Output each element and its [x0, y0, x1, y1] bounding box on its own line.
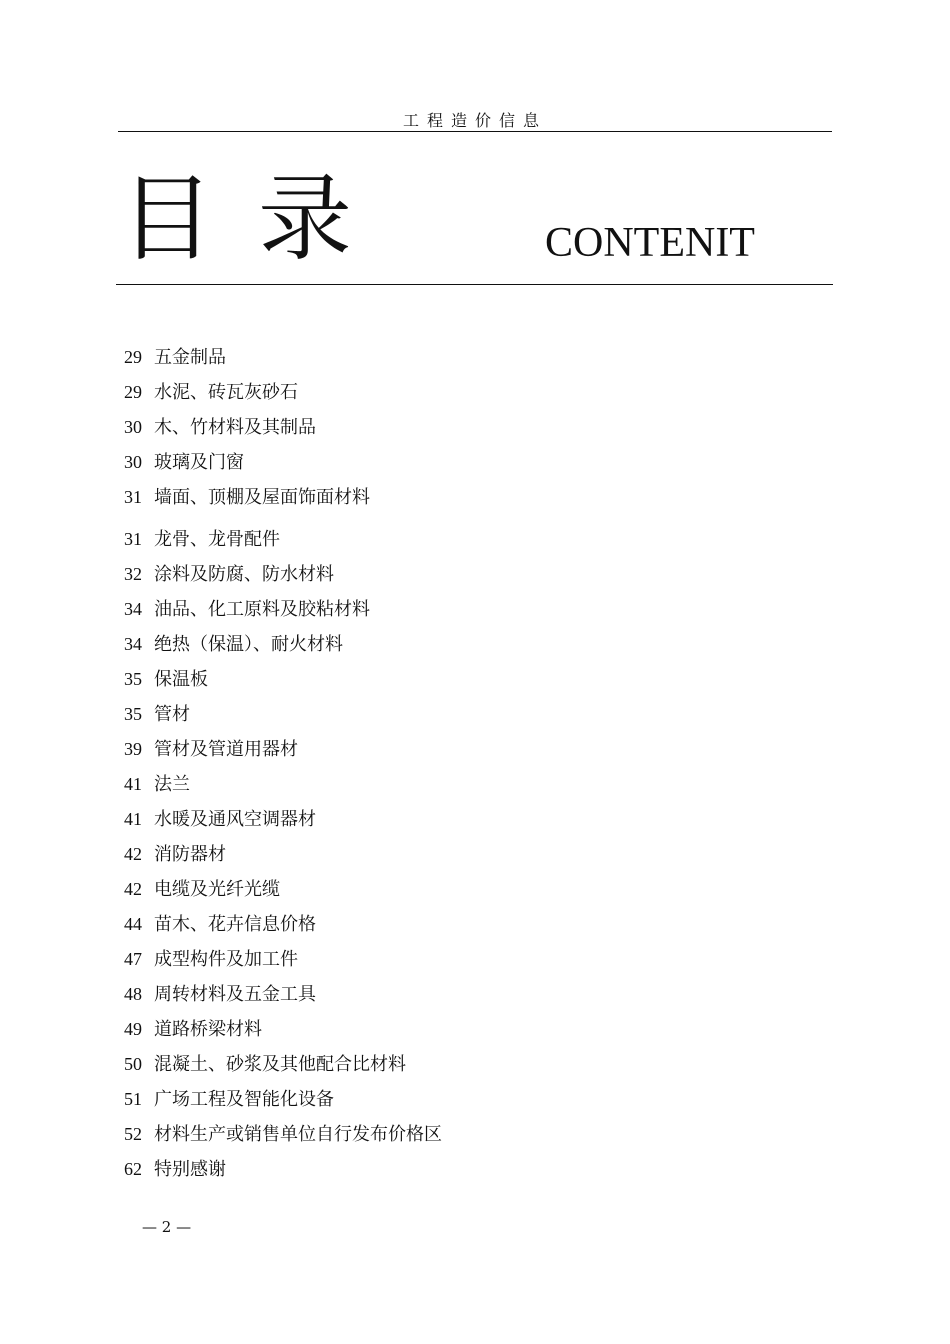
toc-entry[interactable]	[124, 375, 442, 410]
toc-entry[interactable]	[124, 732, 442, 767]
page-number: — 2 —	[142, 1218, 192, 1236]
toc-entry[interactable]	[124, 1082, 442, 1117]
toc-entry[interactable]	[124, 1152, 442, 1187]
toc-entry-title: 五金制品	[154, 347, 226, 368]
toc-page-number: 42	[124, 879, 142, 899]
toc-page-number: 32	[124, 564, 142, 584]
toc-page-number: 44	[124, 914, 142, 934]
running-header: 工程造价信息	[402, 111, 547, 130]
toc-page-number: 30	[124, 452, 142, 472]
toc-page-number: 50	[124, 1054, 142, 1074]
toc-entry[interactable]	[124, 340, 442, 375]
toc-entry-title: 材料生产或销售单位自行发布价格区	[154, 1124, 442, 1145]
toc-entry-title: 木、竹材料及其制品	[154, 417, 316, 438]
toc-entry-title: 油品、化工原料及胶粘材料	[154, 599, 370, 620]
toc-entry-title: 涂料及防腐、防水材料	[154, 564, 334, 585]
title-rule	[116, 284, 833, 285]
toc-entry-title: 管材及管道用器材	[154, 739, 298, 760]
toc-page-number: 42	[124, 844, 142, 864]
toc-entry-title: 特别感谢	[154, 1159, 226, 1180]
page-title: 目录	[120, 165, 397, 274]
toc-entry-title: 墙面、顶棚及屋面饰面材料	[154, 487, 370, 508]
toc-entry[interactable]	[124, 662, 442, 697]
toc-page-number: 35	[124, 704, 142, 724]
toc-entry[interactable]	[124, 445, 442, 480]
toc-page-number: 34	[124, 634, 142, 654]
toc-page-number: 39	[124, 739, 142, 759]
toc-page-number: 29	[124, 347, 142, 367]
toc-entry-title: 龙骨、龙骨配件	[154, 529, 280, 550]
toc-page-number: 35	[124, 669, 142, 689]
toc-entry-title: 道路桥梁材料	[154, 1019, 262, 1040]
toc-entry[interactable]	[124, 767, 442, 802]
toc-page-number: 34	[124, 599, 142, 619]
toc-entry[interactable]	[124, 977, 442, 1012]
toc-entry[interactable]	[124, 557, 442, 592]
toc-entry[interactable]	[124, 480, 442, 515]
toc-page-number: 47	[124, 949, 142, 969]
toc-entry[interactable]	[124, 942, 442, 977]
toc-entry-title: 成型构件及加工件	[154, 949, 298, 970]
toc-page-number: 29	[124, 382, 142, 402]
toc-entry[interactable]	[124, 1117, 442, 1152]
toc-page-number: 31	[124, 487, 142, 507]
toc-entry[interactable]	[124, 697, 442, 732]
toc-entry-title: 保温板	[154, 669, 208, 690]
toc-page-number: 62	[124, 1159, 142, 1179]
toc-entry[interactable]	[124, 410, 442, 445]
toc-entry-title: 电缆及光纤光缆	[154, 879, 280, 900]
toc-entry-title: 广场工程及智能化设备	[154, 1089, 334, 1110]
toc-entry-title: 管材	[154, 704, 190, 725]
toc-entry-title: 周转材料及五金工具	[154, 984, 316, 1005]
toc-entry-title: 玻璃及门窗	[154, 452, 244, 473]
toc-entry[interactable]	[124, 907, 442, 942]
toc-page-number: 51	[124, 1089, 142, 1109]
table-of-contents	[124, 340, 442, 1187]
toc-page-number: 41	[124, 774, 142, 794]
toc-entry-title: 混凝土、砂浆及其他配合比材料	[154, 1054, 406, 1075]
toc-entry-title: 水暖及通风空调器材	[154, 809, 316, 830]
toc-entry[interactable]	[124, 872, 442, 907]
toc-entry[interactable]	[124, 1047, 442, 1082]
toc-page-number: 49	[124, 1019, 142, 1039]
toc-entry-title: 绝热（保温）、耐火材料	[154, 634, 343, 655]
toc-page-number: 48	[124, 984, 142, 1004]
toc-entry[interactable]	[124, 802, 442, 837]
toc-entry[interactable]	[124, 1012, 442, 1047]
toc-entry-title: 水泥、砖瓦灰砂石	[154, 382, 298, 403]
toc-entry[interactable]	[124, 592, 442, 627]
toc-entry-title: 消防器材	[154, 844, 226, 865]
toc-entry-title: 法兰	[154, 774, 190, 795]
toc-entry-title: 苗木、花卉信息价格	[154, 914, 316, 935]
header-rule	[118, 131, 832, 132]
toc-page-number: 30	[124, 417, 142, 437]
toc-entry[interactable]	[124, 837, 442, 872]
toc-page-number: 52	[124, 1124, 142, 1144]
toc-page-number: 41	[124, 809, 142, 829]
toc-page-number: 31	[124, 529, 142, 549]
toc-entry[interactable]	[124, 627, 442, 662]
page-title-english: CONTENIT	[545, 220, 755, 266]
toc-entry[interactable]	[124, 522, 442, 557]
